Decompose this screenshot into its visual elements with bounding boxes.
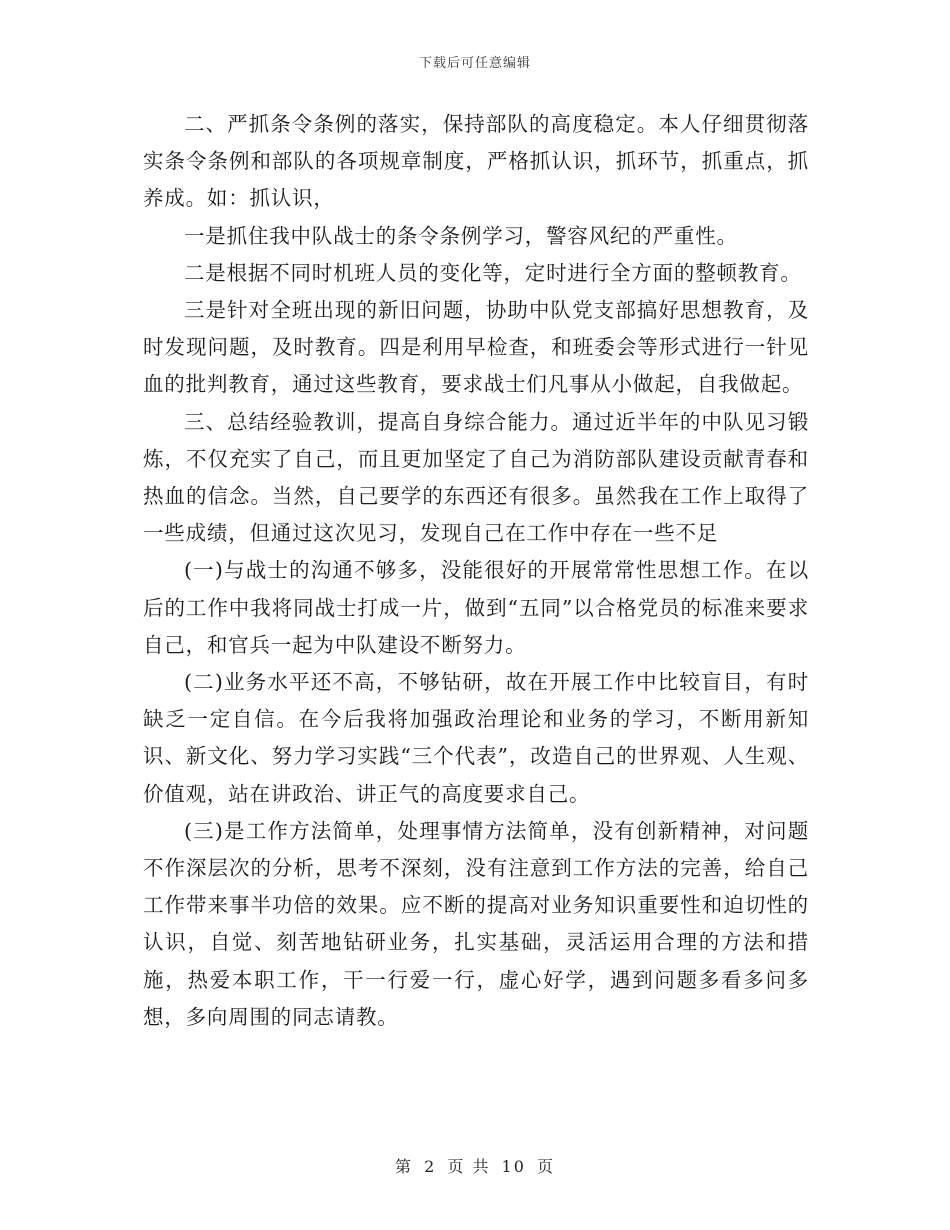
document-body [143,106,809,1036]
paragraph-6: (一)与战士的沟通不够多，没能很好的开展常常性思想工作。在以后的工作中我将同战士打成一片，做到“五同”以合格党员的标准来要求自己，和官兵一起为中队建设不断努力。 [143,558,809,657]
paragraph-1: 二、严抓条令条例的落实，保持部队的高度稳定。本人仔细贯彻落实条令条例和部队的各项规章制度，严格抓认识，抓环节，抓重点，抓养成。如：抓认识， [143,112,809,211]
footer-prefix: 第 [394,1157,413,1176]
page-number: 2 [424,1157,437,1176]
header-note: 下载后可任意编辑 [418,56,531,71]
paragraph-3: 二是根据不同时机班人员的变化等，定时进行全方面的整顿教育。 [184,260,802,285]
page-total: 10 [501,1157,526,1176]
paragraph-4: 三是针对全班出现的新旧问题，协助中队党支部搞好思想教育，及时发现问题，及时教育。四是利用早检查，和班委会等形式进行一针见血的批判教育，通过这些教育，要求战士们凡事从小做起，自我做起。 [143,298,809,397]
footer-middle: 页 共 [447,1157,491,1176]
paragraph-8: (三)是工作方法简单，处理事情方法简单，没有创新精神，对问题不作深层次的分析，思考不深刻，没有注意到工作方法的完善，给自己工作带来事半功倍的效果。应不断的提高对业务知识重要性和迫切性的认识，自觉、刻苦地钻研业务，扎实基础，灵活运用合理的方法和措施，热爱本职工作，干一行爱一行，虚心好学，遇到问题多看多问多想，多向周围的同志请教。 [143,818,809,1029]
page-footer [0,1154,950,1177]
paragraph-7: (二)业务水平还不高，不够钻研，故在开展工作中比较盲目，有时缺乏一定自信。在今后我将加强政治理论和业务的学习，不断用新知识、新文化、努力学习实践“三个代表”，改造自己的世界观、人生观、价值观，站在讲政治、讲正气的高度要求自己。 [143,670,809,806]
footer-suffix: 页 [537,1157,556,1176]
paragraph-5: 三、总结经验教训，提高自身综合能力。通过近半年的中队见习锻炼，不仅充实了自己，而且更加坚定了自己为消防部队建设贡献青春和热血的信念。当然，自己要学的东西还有很多。虽然我在工作上取得了一些成绩，但通过这次见习，发现自己在工作中存在一些不足 [143,409,809,546]
paragraph-2: 一是抓住我中队战士的条令条例学习，警容风纪的严重性。 [184,223,738,248]
